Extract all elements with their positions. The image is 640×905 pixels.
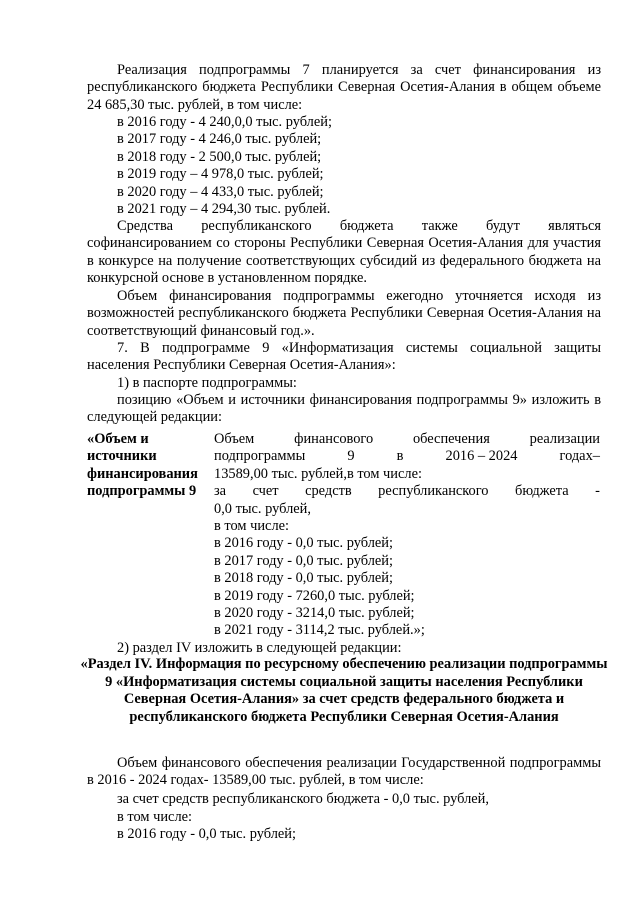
word: подпрограммы	[214, 448, 306, 465]
word: 2016 – 2024	[445, 448, 518, 465]
word: Объем	[214, 431, 255, 447]
cofinance-paragraph: Средства республиканского бюджета также будут являться софинансированием со стороны Республики Северная Осетия-Алания для участия в конкурсе на получение соответствующих субсидий из федерального бюджета на конкурсной основе в установленном порядке.	[87, 218, 601, 287]
table-row-3: 13589,00 тыс. рублей,в том числе:	[214, 465, 422, 482]
word: финансового	[294, 431, 374, 447]
table-label-cell	[87, 431, 207, 501]
word: реализации	[529, 431, 600, 447]
word: счет	[252, 483, 279, 500]
word: за	[214, 483, 227, 500]
volume-paragraph: Объем финансового обеспечения реализации Государственной подпрограммы в 2016 - 2024 годах- 13589,00 тыс. рублей, в том числе:	[87, 755, 601, 789]
intro-year-2017: в 2017 году - 4 246,0 тыс. рублей;	[117, 131, 322, 147]
intro-year-2020: в 2020 году – 4 433,0 тыс. рублей;	[117, 184, 324, 200]
word: бюджета	[515, 483, 569, 500]
position-paragraph: позицию «Объем и источники финансирования подпрограммы 9» изложить в следующей редакции:	[87, 392, 601, 426]
item-7-paragraph: 7. В подпрограмме 9 «Информатизация системы социальной защиты населения Республики Северная Осетия-Алания»:	[87, 340, 601, 374]
table-row-6: в том числе:	[214, 518, 290, 535]
section-item: 2) раздел IV изложить в следующей редакции:	[117, 640, 402, 656]
republican-budget-line: за счет средств республиканского бюджета - 0,0 тыс. рублей,	[117, 791, 489, 807]
intro-year-2019: в 2019 году – 4 978,0 тыс. рублей;	[117, 166, 324, 182]
intro-paragraph: Реализация подпрограммы 7 планируется за счет финансирования из республиканского бюджета Республики Северная Осетия-Алания в общем объеме 24 685,30 тыс. рублей, в том числе:	[87, 62, 601, 113]
table-row-1	[214, 431, 600, 448]
table-label-line: подпрограммы 9	[87, 483, 197, 500]
section-title: «Раздел IV. Информация по ресурсному обеспечению реализации подпрограммы 9 «Информатизация системы социальной защиты населения Республики Северная Осетия-Алания» за счет средств федерального бюджета и республиканского бюджета Республики Северная Осетия-Алания	[80, 656, 608, 725]
word: республиканского	[378, 483, 489, 500]
annual-paragraph: Объем финансирования подпрограммы ежегодно уточняется исходя из возможностей республиканского бюджета Республики Северная Осетия-Алания на соответствующий финансовый год.».	[87, 288, 601, 339]
word: обеспечения	[412, 431, 490, 447]
table-year-2017: в 2017 году - 0,0 тыс. рублей;	[214, 552, 393, 569]
year-2016-line: в 2016 году - 0,0 тыс. рублей;	[117, 826, 296, 842]
table-value-cell	[214, 431, 600, 640]
table-label-line: источники	[87, 448, 157, 465]
table-row-4	[214, 483, 600, 500]
word: 9	[347, 448, 355, 465]
table-year-2019: в 2019 году - 7260,0 тыс. рублей;	[214, 587, 415, 604]
intro-year-2018: в 2018 году - 2 500,0 тыс. рублей;	[117, 149, 322, 165]
including-line: в том числе:	[117, 809, 193, 825]
intro-year-2016: в 2016 году - 4 240,0,0 тыс. рублей;	[117, 114, 332, 130]
table-label-line: финансирования	[87, 465, 198, 482]
table-row-2	[214, 448, 600, 465]
table-year-2016: в 2016 году - 0,0 тыс. рублей;	[214, 535, 393, 552]
word: в	[396, 448, 404, 465]
word: -	[595, 483, 600, 500]
table-year-2020: в 2020 году - 3214,0 тыс. рублей;	[214, 605, 415, 622]
word: годах–	[559, 448, 600, 465]
passport-item: 1) в паспорте подпрограммы:	[117, 375, 297, 391]
word: средств	[305, 483, 352, 500]
table-row-5: 0,0 тыс. рублей,	[214, 500, 311, 517]
intro-year-2021: в 2021 году – 4 294,30 тыс. рублей.	[117, 201, 331, 217]
table-year-2021: в 2021 году - 3114,2 тыс. рублей.»;	[214, 622, 425, 639]
table-label-line: «Объем и	[87, 431, 149, 447]
table-year-2018: в 2018 году - 0,0 тыс. рублей;	[214, 570, 393, 587]
